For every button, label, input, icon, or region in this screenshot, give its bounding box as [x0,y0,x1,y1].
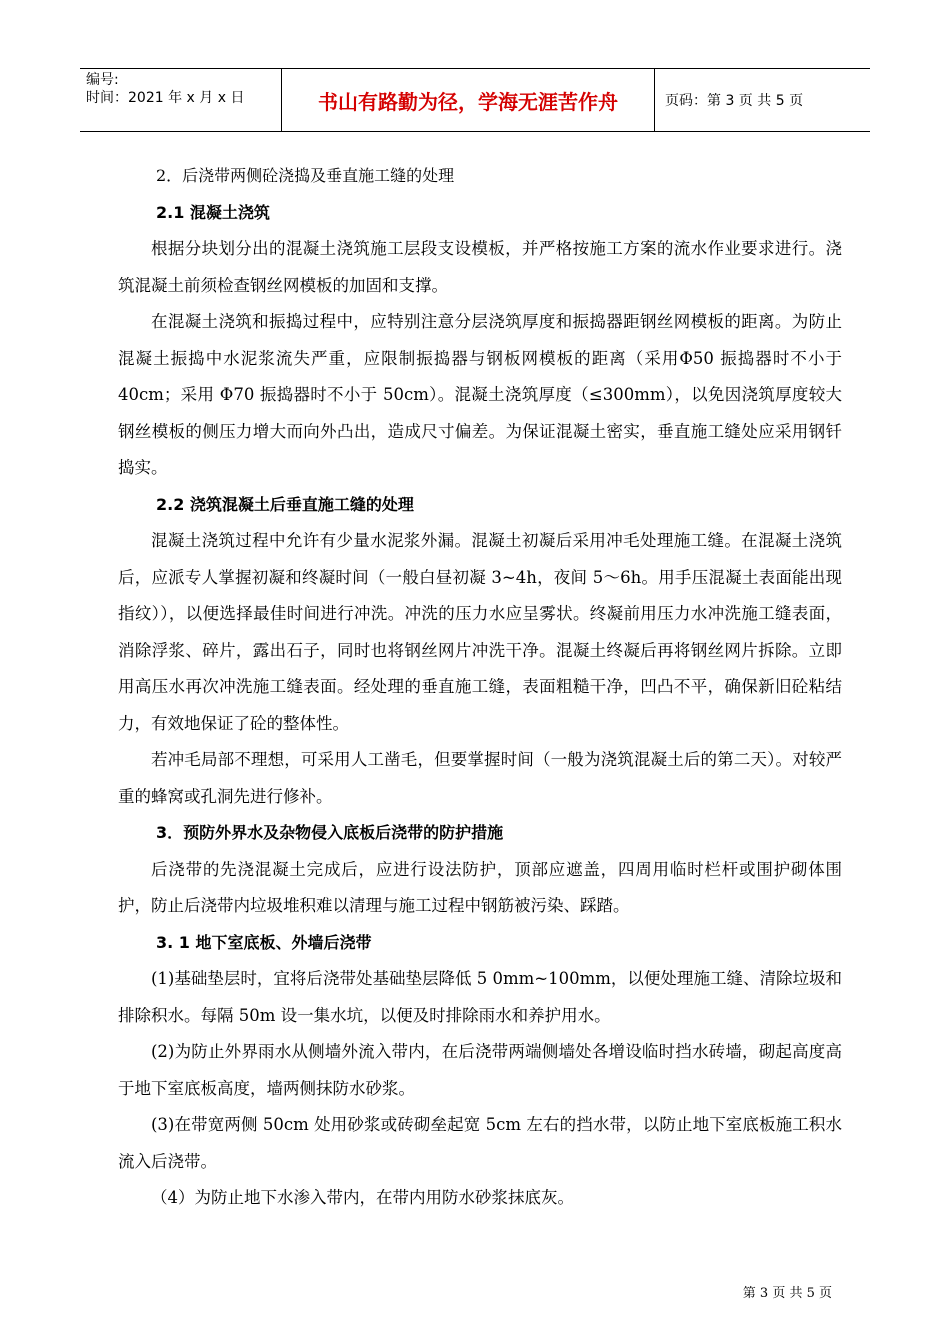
doc-time-label: 时间：2021 年 x 月 x 日 [86,90,245,106]
page-footer: 第 3 页 共 5 页 [742,1286,832,1301]
paragraph: （4）为防止地下水渗入带内，在带内用防水砂浆抹底灰。 [151,1188,574,1207]
header-motto: 书山有路勤为径，学海无涯苦作舟 [282,69,655,131]
paragraph: (2)为防止外界雨水从侧墙外流入带内，在后浇带两端侧墙处各增设临时挡水砖墙，砌起高度高于地下室底板高度，墙两侧抹防水砂浆。 [118,1042,842,1098]
paragraph: (1)基础垫层时，宜将后浇带处基础垫层降低 5 0mm~100mm，以便处理施工缝、清除垃圾和排除积水。每隔 50m 设一集水坑，以便及时排除雨水和养护用水。 [118,969,842,1025]
paragraph: (3)在带宽两侧 50cm 处用砂浆或砖砌垒起宽 5cm 左右的挡水带，以防止地下室底板施工积水流入后浇带。 [118,1115,842,1171]
header-page-label: 页码：第 3 页 共 5 页 [665,93,804,109]
paragraph: 若冲毛局部不理想，可采用人工凿毛，但要掌握时间（一般为浇筑混凝土后的第二天）。对较严重的蜂窝或孔洞先进行修补。 [118,750,842,806]
section-heading-2-1: 2.1 混凝土浇筑 [156,202,270,222]
section-heading-2: 2．后浇带两侧砼浇捣及垂直施工缝的处理 [156,166,455,185]
paragraph: 在混凝土浇筑和振捣过程中，应特别注意分层浇筑厚度和振捣器距钢丝网模板的距离。为防止混凝土振捣中水泥浆流失严重，应限制振捣器与钢板网模板的距离（采用Φ50 振捣器时不小于 40cm；采用 Φ70 振捣器时不小于 50cm）。混凝土浇筑厚度（≤300mm），以免因浇筑厚度较大钢丝模板的侧压力增大而向外凸出，造成尺寸偏差。为保证混凝土密实，垂直施工缝处应采用钢钎捣实。 [118,312,842,477]
section-heading-3: 3．预防外界水及杂物侵入底板后浇带的防护措施 [156,823,504,842]
page-header [80,68,870,132]
section-heading-3-1: 3. 1 地下室底板、外墙后浇带 [156,932,372,952]
paragraph: 混凝土浇筑过程中允许有少量水泥浆外漏。混凝土初凝后采用冲毛处理施工缝。在混凝土浇筑后，应派专人掌握初凝和终凝时间（一般白昼初凝 3~4h，夜间 5～6h。用手压混凝土表面能出现指纹）），以便选择最佳时间进行冲洗。冲洗的压力水应呈雾状。终凝前用压力水冲洗施工缝表面，消除浮浆、碎片，露出石子，同时也将钢丝网片冲洗干净。混凝土终凝后再将钢丝网片拆除。立即用高压水再次冲洗施工缝表面。经处理的垂直施工缝，表面粗糙干净，凹凸不平，确保新旧砼粘结力，有效地保证了砼的整体性。 [118,531,842,733]
paragraph: 根据分块划分出的混凝土浇筑施工层段支设模板，并严格按施工方案的流水作业要求进行。浇筑混凝土前须检查钢丝网模板的加固和支撑。 [118,239,842,295]
document-body [118,158,842,1217]
header-meta [80,69,282,131]
section-heading-2-2: 2.2 浇筑混凝土后垂直施工缝的处理 [156,494,414,514]
paragraph: 后浇带的先浇混凝土完成后，应进行设法防护，顶部应遮盖，四周用临时栏杆或围护砌体围护，防止后浇带内垃圾堆积难以清理与施工过程中钢筋被污染、踩踏。 [118,859,842,915]
doc-number-label: 编号: [86,72,119,88]
